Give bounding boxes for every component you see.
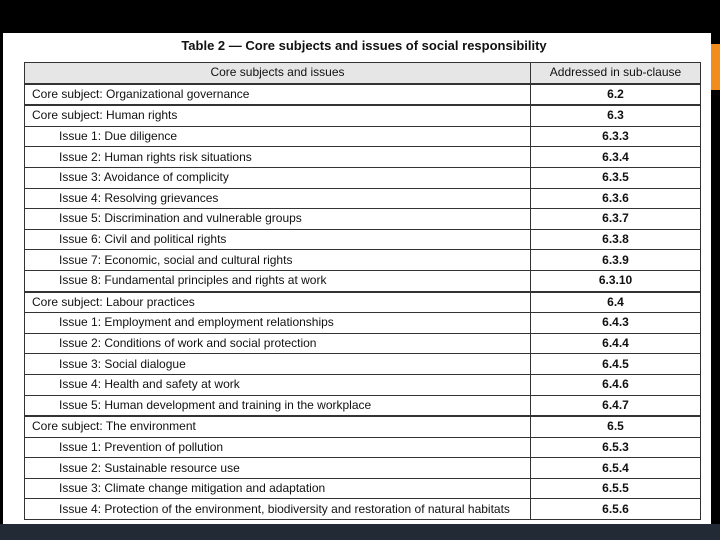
row-subclause-cell: 6.3.9: [531, 250, 701, 271]
issue-row: [25, 126, 701, 147]
row-subject-cell: Issue 5: Discrimination and vulnerable groups: [25, 209, 531, 230]
row-subject-cell: Issue 4: Protection of the environment, biodiversity and restoration of natural habitats: [25, 499, 531, 520]
issue-row: [25, 167, 701, 188]
bottom-dark-band: [0, 524, 720, 540]
core-subjects-table: [24, 62, 701, 520]
row-subclause-cell: 6.5.4: [531, 458, 701, 479]
row-subclause-cell: 6.3: [531, 105, 701, 126]
row-subject-cell: Issue 6: Civil and political rights: [25, 229, 531, 250]
row-subject-cell: Core subject: Organizational governance: [25, 84, 531, 106]
issue-row: [25, 270, 701, 291]
issue-row: [25, 478, 701, 499]
row-subclause-cell: 6.5.5: [531, 478, 701, 499]
caption-title: Core subjects and issues of social responsibility: [245, 38, 547, 53]
table-caption: [3, 38, 711, 53]
row-subject-cell: Issue 7: Economic, social and cultural rights: [25, 250, 531, 271]
row-subject-cell: Issue 5: Human development and training in the workplace: [25, 395, 531, 416]
row-subject-cell: Issue 2: Sustainable resource use: [25, 458, 531, 479]
issue-row: [25, 499, 701, 520]
issue-row: [25, 458, 701, 479]
top-black-band: [0, 0, 720, 33]
row-subclause-cell: 6.4.3: [531, 313, 701, 334]
row-subclause-cell: 6.3.5: [531, 167, 701, 188]
column-header-subclause: Addressed in sub-clause: [531, 63, 701, 84]
column-header-subjects: Core subjects and issues: [25, 63, 531, 84]
row-subject-cell: Issue 4: Resolving grievances: [25, 188, 531, 209]
row-subject-cell: Issue 3: Social dialogue: [25, 354, 531, 375]
row-subject-cell: Issue 3: Avoidance of complicity: [25, 167, 531, 188]
row-subject-cell: Issue 2: Human rights risk situations: [25, 147, 531, 168]
table-body: [25, 84, 701, 520]
issue-row: [25, 229, 701, 250]
issue-row: [25, 250, 701, 271]
row-subclause-cell: 6.3.7: [531, 209, 701, 230]
row-subject-cell: Core subject: Labour practices: [25, 292, 531, 313]
issue-row: [25, 147, 701, 168]
core-subject-row: [25, 292, 701, 313]
row-subject-cell: Issue 1: Employment and employment relationships: [25, 313, 531, 334]
row-subject-cell: Issue 1: Due diligence: [25, 126, 531, 147]
core-subject-row: [25, 84, 701, 106]
issue-row: [25, 333, 701, 354]
row-subclause-cell: 6.5.3: [531, 437, 701, 458]
row-subject-cell: Issue 1: Prevention of pollution: [25, 437, 531, 458]
row-subclause-cell: 6.5.6: [531, 499, 701, 520]
row-subclause-cell: 6.3.3: [531, 126, 701, 147]
row-subclause-cell: 6.5: [531, 416, 701, 437]
row-subclause-cell: 6.4.6: [531, 374, 701, 395]
row-subclause-cell: 6.2: [531, 84, 701, 106]
row-subject-cell: Issue 4: Health and safety at work: [25, 374, 531, 395]
table-header-row: [25, 63, 701, 84]
row-subclause-cell: 6.3.8: [531, 229, 701, 250]
row-subclause-cell: 6.4: [531, 292, 701, 313]
issue-row: [25, 209, 701, 230]
row-subclause-cell: 6.4.4: [531, 333, 701, 354]
issue-row: [25, 437, 701, 458]
caption-prefix: Table 2 —: [181, 38, 246, 53]
row-subject-cell: Issue 3: Climate change mitigation and adaptation: [25, 478, 531, 499]
row-subclause-cell: 6.4.5: [531, 354, 701, 375]
core-subject-row: [25, 105, 701, 126]
row-subject-cell: Core subject: Human rights: [25, 105, 531, 126]
row-subclause-cell: 6.3.4: [531, 147, 701, 168]
row-subject-cell: Issue 2: Conditions of work and social protection: [25, 333, 531, 354]
document-page: [3, 33, 711, 524]
issue-row: [25, 313, 701, 334]
issue-row: [25, 395, 701, 416]
row-subject-cell: Core subject: The environment: [25, 416, 531, 437]
row-subclause-cell: 6.3.10: [531, 270, 701, 291]
row-subject-cell: Issue 8: Fundamental principles and rights at work: [25, 270, 531, 291]
issue-row: [25, 374, 701, 395]
core-subject-row: [25, 416, 701, 437]
row-subclause-cell: 6.4.7: [531, 395, 701, 416]
orange-accent-tab: [711, 44, 720, 90]
issue-row: [25, 354, 701, 375]
row-subclause-cell: 6.3.6: [531, 188, 701, 209]
issue-row: [25, 188, 701, 209]
